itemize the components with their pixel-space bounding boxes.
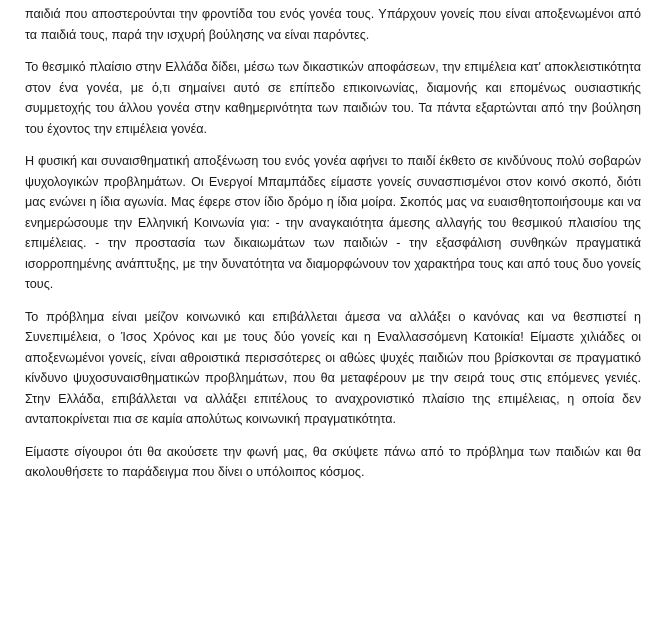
paragraph-4: Το πρόβλημα είναι μείζον κοινωνικό και επιβάλλεται άμεσα να αλλάξει ο κανόνας και να θεσπιστεί η Συνεπιμέλεια, ο Ίσος Χρόνος και με τους δύο γονείς και η Εναλλασσόμενη Κατοικία! Είμαστε χιλιάδες οι αποξενωμένοι γονείς, είναι αθροιστικά περισσότερες οι αθώες ψυχές παιδιών που βρίσκονται σε πραγματικό κίνδυνο ψυχοσυναισθηματικών προβλημάτων, που θα μεταφέρουν με την σειρά τους στις επόμενες γενιές. Στην Ελλάδα, επιβάλλεται να αλλάξει επιτέλους το αναχρονιστικό πλαίσιο της επιμέλειας, η οποία δεν ανταποκρίνεται πια σε καμία απολύτως κοινωνική πραγματικότητα. <box>25 309 641 426</box>
paragraph-2: Το θεσμικό πλαίσιο στην Ελλάδα δίδει, μέσω των δικαστικών αποφάσεων, την επιμέλεια κατ' αποκλειστικότητα στον ένα γονέα, με ό,τι σημαίνει αυτό σε επίπεδο επικοινωνίας, διαμονής και επομένως ουσιαστικής συμμετοχής του άλλου γονέα στην καθημερινότητα των παιδιών του. Τα πάντα εξαρτώνται από την βούληση του έχοντος την επιμέλεια γονέα. <box>25 60 641 136</box>
paragraph-5: Είμαστε σίγουροι ότι θα ακούσετε την φωνή μας, θα σκύψετε πάνω από το πρόβλημα των παιδιών και θα ακολουθήσετε το παράδειγμα που δίνει ο υπόλοιπος κόσμος. <box>25 444 641 479</box>
document-body <box>25 4 641 495</box>
paragraph-1: παιδιά που αποστερούνται την φροντίδα του ενός γονέα τους. Υπάρχουν γονείς που είναι αποξενωμένοι από τα παιδιά τους, παρά την ισχυρή βούλησης να είναι παρόντες. <box>25 7 641 42</box>
paragraph-3: Η φυσική και συναισθηματική αποξένωση του ενός γονέα αφήνει το παιδί έκθετο σε κινδύνους πολύ σοβαρών ψυχολογικών προβλημάτων. Οι Ενεργοί Μπαμπάδες είμαστε γονείς συνασπισμένοι στον κοινό σκοπό, διότι μας ενώνει η ίδια αγωνία. Μας έφερε στον ίδιο δρόμο η ίδια μοίρα. Σκοπός μας να ευαισθητοποιήσουμε και να ενημερώσουμε την Ελληνική Κοινωνία για: - την αναγκαιότητα άμεσης αλλαγής του θεσμικού πλαισίου της επιμέλειας. - την προστασία των δικαιωμάτων των παιδιών - την εξασφάλιση συνθηκών πραγματικά ισορροπημένης ανάπτυξης, με την δυνατότητα να διαμορφώνουν τον χαρακτήρα τους και από τους δυο γονείς τους. <box>25 154 641 291</box>
